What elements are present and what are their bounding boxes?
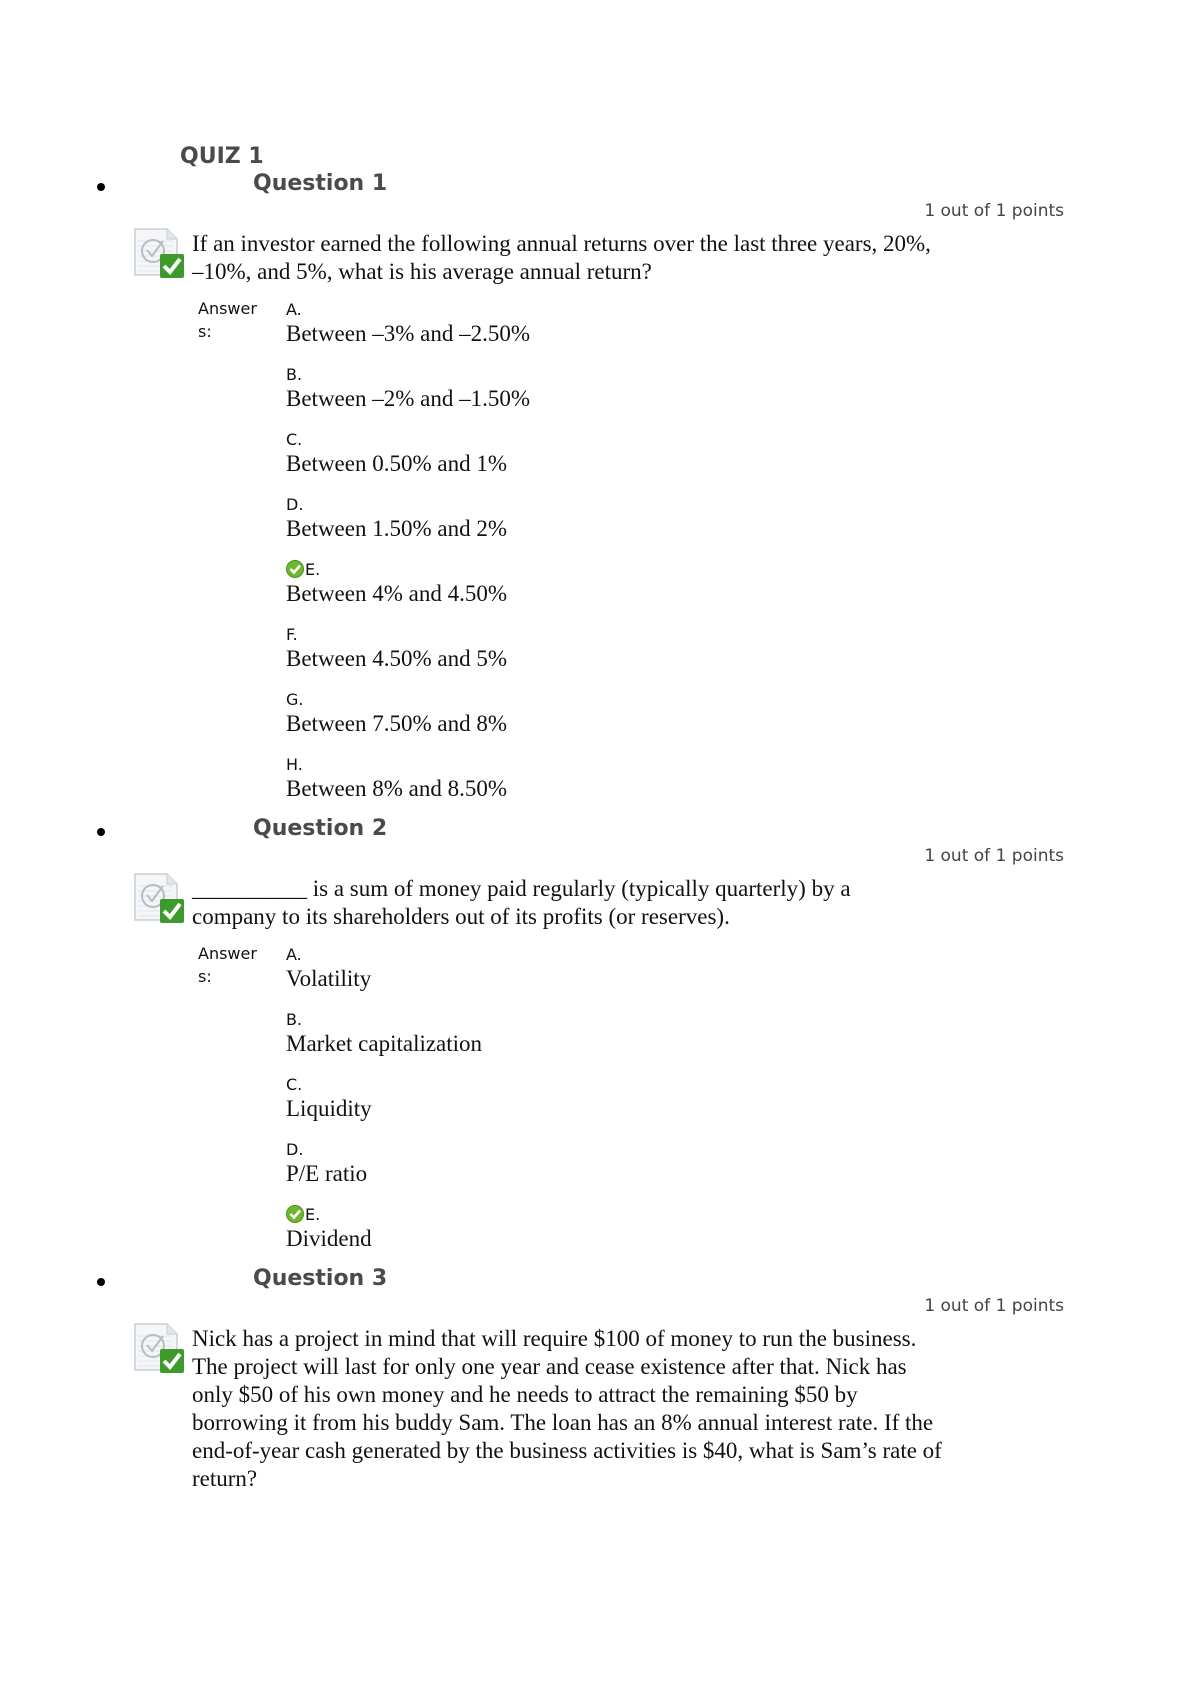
question-2-text: __________ is a sum of money paid regularly (typically quarterly) by a company to its shareholders out of its profits (or reserves).	[192, 876, 851, 929]
bullet-icon	[97, 183, 105, 191]
answers-label	[198, 942, 278, 988]
option-text: Between 8% and 8.50%	[286, 776, 507, 801]
option-text: Between 7.50% and 8%	[286, 711, 507, 736]
graded-correct-icon	[133, 872, 185, 924]
option-letter: H.	[286, 754, 303, 774]
option-letter: D.	[286, 494, 304, 514]
question-3-text: Nick has a project in mind that will require $100 of money to run the business. The project will last for only one year and cease existence after that. Nick has only $50 of his own money and he needs to attract the remaining $50 by borrowing it from his buddy Sam. The loan has an 8% annual interest rate. If the end-of-year cash generated by the business activities is $40, what is Sam’s rate of return?	[192, 1326, 942, 1491]
option-letter: A.	[286, 299, 302, 319]
answers-label-line1: Answer	[198, 299, 257, 318]
option-c[interactable]	[286, 428, 507, 478]
answers-label-line1: Answer	[198, 944, 257, 963]
option-letter-row	[286, 558, 507, 580]
option-text: P/E ratio	[286, 1161, 368, 1186]
question-3-header: Question 3	[253, 1266, 388, 1291]
option-text: Between 0.50% and 1%	[286, 451, 507, 476]
option-letter: B.	[286, 364, 303, 384]
option-b[interactable]	[286, 363, 530, 413]
graded-correct-icon	[133, 1322, 185, 1374]
option-c[interactable]	[286, 1073, 372, 1123]
answers-label-line2: s:	[198, 322, 212, 341]
option-text: Liquidity	[286, 1096, 372, 1121]
bullet-icon	[97, 1278, 105, 1286]
option-letter: C.	[286, 429, 303, 449]
option-e-correct[interactable]	[286, 558, 507, 608]
graded-correct-icon	[133, 227, 185, 279]
quiz-title: QUIZ 1	[180, 144, 264, 169]
question-1-points: 1 out of 1 points	[924, 201, 1064, 221]
option-text: Between –3% and –2.50%	[286, 321, 530, 346]
option-letter: E.	[305, 559, 321, 579]
option-text: Between 4.50% and 5%	[286, 646, 507, 671]
option-e-correct[interactable]	[286, 1203, 372, 1253]
answers-label	[198, 297, 278, 343]
option-letter: A.	[286, 944, 302, 964]
answers-label-line2: s:	[198, 967, 212, 986]
option-b[interactable]	[286, 1008, 482, 1058]
option-d[interactable]	[286, 1138, 367, 1188]
option-a[interactable]	[286, 943, 371, 993]
option-f[interactable]	[286, 623, 507, 673]
bullet-icon	[97, 828, 105, 836]
option-letter: D.	[286, 1139, 304, 1159]
option-a[interactable]	[286, 298, 530, 348]
option-letter: F.	[286, 624, 298, 644]
option-text: Volatility	[286, 966, 372, 991]
option-letter: C.	[286, 1074, 303, 1094]
option-h[interactable]	[286, 753, 507, 803]
option-text: Between 1.50% and 2%	[286, 516, 507, 541]
question-3-points: 1 out of 1 points	[924, 1296, 1064, 1316]
question-2-points: 1 out of 1 points	[924, 846, 1064, 866]
option-text: Dividend	[286, 1226, 372, 1251]
option-text: Between –2% and –1.50%	[286, 386, 530, 411]
option-text: Market capitalization	[286, 1031, 483, 1056]
option-g[interactable]	[286, 688, 507, 738]
option-letter: B.	[286, 1009, 303, 1029]
correct-answer-icon	[286, 560, 304, 578]
question-1-text: If an investor earned the following annual returns over the last three years, 20%, –10%, and 5%, what is his average annual return?	[192, 231, 931, 284]
correct-answer-icon	[286, 1205, 304, 1223]
option-d[interactable]	[286, 493, 507, 543]
question-2-header: Question 2	[253, 816, 388, 841]
option-text: Between 4% and 4.50%	[286, 581, 507, 606]
option-letter: E.	[305, 1204, 321, 1224]
question-1-header: Question 1	[253, 171, 388, 196]
option-letter-row	[286, 1203, 372, 1225]
option-letter: G.	[286, 689, 304, 709]
